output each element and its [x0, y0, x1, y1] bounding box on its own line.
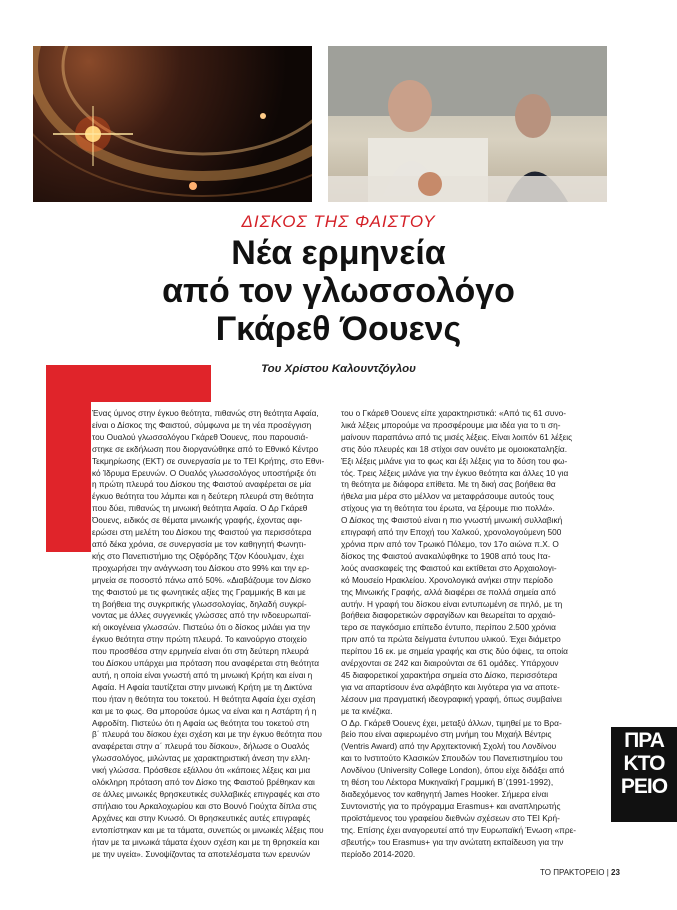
text-line: Αφροδίτη. Πιστεύω ότι η Αφαία ως θεότητα του τοκετού στη	[92, 717, 310, 728]
zodiac-wheel-illustration	[33, 46, 312, 202]
text-line: και το Ινστιτούτο Κλασικών Σπουδών του Πανεπιστημίου του	[341, 753, 563, 764]
text-line: έγκυο θεότητα του λάμπει και η δεύτερη πλευρά στη θεότητα	[92, 491, 314, 502]
text-line: έγκυο θεότητα στην πρώτη πλευρά. Το καινούργιο στοιχείο	[92, 634, 307, 645]
text-line: κό Μουσείο Ηρακλείου. Χρονολογικά ανήκει στην περίοδο	[341, 574, 553, 585]
text-line: Ένας ύμνος στην έγκυο θεότητα, πιθανώς στη θεότητα Αφαία,	[92, 408, 319, 418]
text-line: προϊστάμενος του γραφείου διεθνών σχέσεων στο ΤΕΙ Κρή-	[341, 812, 560, 823]
text-line: της Μινωικής Γραφής, αλλά διαφέρει σε πολλά σημεία από	[341, 586, 556, 597]
text-line: του Ουαλού γλωσσολόγου Γκάρεθ Όουενς, που παρουσιά-	[92, 431, 309, 442]
text-line: ήταν με τα μινωικά τάματα έχουν σχέση και με τη θρησκεία και	[92, 836, 320, 847]
text-line: τη θέση του Λέκτορα Μυκηναϊκή Γραμμική Β΄(1991-1992),	[341, 777, 554, 788]
text-line: λικά λέξεις μπορούμε να προσφέρουμε μια ιδέα για το τι ση-	[341, 419, 561, 430]
text-line: β΄ πλευρά του δίσκου έχει σχέση και με την έγκυο θεότητα που	[92, 729, 322, 740]
text-line: μηνεία σε ποσοστό πάνω από 50%. «Διαβάζουμε τον Δίσκο	[92, 574, 311, 585]
title-line-2: από τον γλωσσολόγο	[162, 272, 515, 310]
text-line: τη θεότητα με διάφορα επίθετα. Με τη δική σας βοήθεια θα	[341, 479, 556, 490]
text-line: της Φαιστού με τις φωνητικές αξίες της Γραμμικής Β και με	[92, 586, 306, 597]
text-line: αυτή, η οποία είναι γνωστή από τη μινωική Κρήτη και είναι η	[92, 669, 313, 680]
text-line: κής στο Πανεπιστήμιο της Οξφόρδης Τζον Κόουλμαν, έχει	[92, 550, 304, 561]
article-byline: Του Χρίστου Καλουντζόγλου	[261, 363, 416, 375]
text-line: στηκε σε εκδήλωση που διοργανώθηκε από το Εθνικό Κέντρο	[92, 443, 319, 454]
text-line: με την υγεία». Συνοψίζοντας τα αποτελέσματα των ερευνών	[92, 848, 311, 859]
speakers-illustration	[328, 46, 607, 202]
text-line: σπήλαιο του Αρκαλοχωρίου και στο Βουνό Γιούχτα δίπλα στις	[92, 800, 317, 811]
text-line: Ο Δρ. Γκάρεθ Όουενς έχει, μεταξύ άλλων, τιμηθεί με το Βρα-	[341, 717, 562, 728]
text-line: αναφέρεται στην α΄ πλευρά του δίσκου», δήλωσε ο Ουαλός	[92, 741, 310, 752]
text-line: του Δίσκου υπάρχει μια πρόταση που αναφέρεται στη θεότητα	[92, 658, 320, 669]
text-line: μαίνουν παραπάνω από τις μισές λέξεις. Είναι λοιπόν 61 λέξεις	[341, 431, 573, 442]
text-line: Συντονιστής για το πρόγραμμα Erasmus+ και αναπληρωτής	[341, 800, 561, 811]
text-line: του ο Γκάρεθ Όουενς είπε χαρακτηριστικά: «Από τις 61 συνο-	[341, 408, 566, 418]
text-line: προχωρήσει την ανάγνωση του Δίσκου στο 99% και την ερ-	[92, 562, 310, 573]
text-line: σβευτής» του Erasmus+ για την ανώτατη εκπαίδευση για την	[341, 836, 564, 847]
text-line: Ο Δίσκος της Φαιστού είναι η πιο γνωστή μινωική συλλαβική	[341, 515, 563, 526]
text-line: Αφαία. Η Αφαία ταυτίζεται στην μινωική Κρήτη με τη Δικτύνα	[92, 681, 313, 692]
text-line: Όουενς, ειδικός σε θέματα μινωικής γραφής, έχοντας αφι-	[92, 515, 303, 526]
text-line: λούς ανασκαφείς της Φαιστού και εκτίθεται στο Αρχαιολογι-	[341, 562, 557, 573]
text-line: με τα κινέζικα.	[341, 705, 393, 716]
text-line: τη βοήθεια της συγκριτικής γλωσσολογίας, δηλαδή συγκρί-	[92, 598, 307, 609]
page-footer	[540, 868, 620, 877]
text-line: Αρχάνες και στην Κνωσό. Οι θρησκευτικές αυτές επιγραφές	[92, 812, 311, 823]
text-line: δίσκος της Φαιστού ανακαλύφθηκε το 1908 από τους Ιτα-	[341, 550, 551, 561]
text-line: και με το φως. Θα μπορούσε όμως να είναι και η Αστάρτη ή η	[92, 705, 317, 716]
footer-label: ΤΟ ΠΡΑΚΤΟΡΕΙΟ	[540, 868, 605, 877]
text-line: της. Επίσης έχει αναγορευτεί από την Ευρωπαϊκή Ένωση «πρε-	[341, 824, 577, 835]
article-kicker: ΔΙΣΚΟΣ ΤΗΣ ΦΑΙΣΤΟΥ	[241, 212, 436, 231]
text-line: Λονδίνου (University College London), όπου είχε διδάξει από	[341, 765, 565, 776]
text-line: περίοδο 2014-2020.	[341, 848, 416, 859]
text-line: γλωσσολόγος, μιλώντας με χαρακτηριστική άνεση την ελλη-	[92, 753, 311, 764]
title-line-1: Νέα ερμηνεία	[231, 234, 446, 272]
logo-line-3: ΡΕΙΟ	[620, 775, 668, 798]
text-line: (Ventris Award) από την Αρχιτεκτονική Σχολή του Λονδίνου	[341, 741, 557, 752]
article-title	[0, 234, 677, 348]
text-line: αυτήν. Η γραφή του δίσκου είναι εντυπωμένη σε πηλό, με τη	[341, 598, 563, 609]
text-line: διαδεχόμενος τον καθηγητή James Hooker. Σήμερα είναι	[341, 789, 549, 799]
text-line: περίπου 16 εκ. με σημεία γραφής και στις δύο όψεις, τα οποία	[341, 646, 568, 657]
text-line: στίχους για τη θεότητα του έρωτα, να ξέρουμε πιο πολλά».	[341, 503, 555, 514]
text-line: χρόνια πριν από τον Τρωικό Πόλεμο, τον 17ο αιώνα π.Χ. Ο	[341, 538, 559, 549]
page-number: 23	[611, 868, 620, 877]
text-line: Τεκμηρίωσης (ΕΚΤ) σε συνεργασία με το ΤΕΙ Κρήτης, στο Εθνι-	[92, 455, 325, 466]
footer-separator: |	[606, 868, 609, 877]
text-line: από δέκα χρόνια, σε συνεργασία με τον καθηγητή Φωνητι-	[92, 538, 307, 549]
text-line: νοντας με άλλες συγγενικές γλώσσες από την ινδοευρωπαϊ-	[92, 610, 312, 621]
text-line: που προσθέσα στην ερμηνεία είναι ότι στη δεύτερη πλευρά	[92, 646, 309, 657]
text-line: που ήταν η θεότητα του τοκετού. Η θεότητα Αφαία έχει σχέση	[92, 693, 316, 704]
text-line: νική γλώσσα. Πρόσθεσε εξάλλου ότι «κάποιες λέξεις και μια	[92, 765, 311, 776]
text-line: Έξι λέξεις μιλάνε για το φως και έξι λέξεις για το δύση του φω-	[341, 455, 568, 466]
text-line: λέσουν μια πραγματική ιδεογραφική γραφή, όπως συμβαίνει	[341, 693, 562, 704]
logo-line-2: ΚΤΟ	[623, 752, 665, 775]
conference-speakers-photo	[328, 46, 607, 202]
text-line: επιγραφή από την Εποχή του Χαλκού, χρονολογούμενη 500	[341, 527, 562, 538]
text-line: ανέρχονται σε 242 και διαιρούνται σε 61 ομάδες. Υπάρχουν	[341, 658, 559, 669]
text-line: η πρώτη πλευρά του Δίσκου της Φαιστού αναφέρεται σε μία	[92, 479, 312, 490]
text-line: τός. Τρεις λέξεις μιλάνε για την έγκυο θεότητα και άλλες 10 για	[341, 467, 569, 478]
text-line: κό Ίδρυμα Ερευνών. Ο Ουαλός γλωσσολόγος υποστήριξε ότι	[92, 467, 316, 478]
text-line: που δύει, πιθανώς τη μινωική θεότητα Αφαία. Ο Δρ Γκάρεθ	[92, 503, 308, 514]
astrology-zodiac-photo	[33, 46, 312, 202]
text-line: 45 διαφορετικοί χαρακτήρα σημεία στο Δίσκο, περισσότερα	[341, 669, 558, 680]
body-column-right	[341, 408, 585, 860]
text-line: στις δύο πλευρές και 18 στίχοι σαν ουνέτο με ομοιοκαταληξία.	[341, 443, 568, 454]
body-column-left	[92, 408, 332, 860]
text-line: βοήθεια διαφορετικών σφραγίδων και θεωρείται το αρχαιό-	[341, 610, 556, 621]
logo-line-1: ΠΡΑ	[624, 729, 664, 752]
praktoreio-logo	[611, 727, 677, 822]
text-line: ερώσει στη μελέτη του Δίσκου της Φαιστού για περισσότερα	[92, 527, 312, 538]
text-line: για να απαρτίσουν ένα αλφάβητο και λιγότερα για να αποτε-	[341, 681, 560, 692]
text-line: κή οικογένεια γλωσσών. Πιστεύω ότι ο δίσκος μιλάει για την	[92, 622, 311, 633]
title-line-3: Γκάρεθ Όουενς	[215, 310, 462, 348]
text-line: σε άλλες μινωικές θρησκευτικές συλλαβικές επιγραφές και στο	[92, 789, 320, 799]
text-line: πριν από τα πρώτα δείγματα έντυπου υλικού. Έχει διάμετρο	[341, 634, 561, 645]
text-line: τερο σε παγκόσμιο επίπεδο έντυπο, περίπου 2.500 χρόνια	[341, 622, 556, 633]
text-line: ήθελα μια μέρα στο μέλλον να μεταφράσουμε αυτούς τους	[341, 491, 554, 502]
text-line: είναι ο Δίσκος της Φαιστού, σύμφωνα με τη νέα προσέγγιση	[92, 419, 312, 430]
text-line: εντοπίστηκαν και με τα τάματα, συνεπώς οι μινωικές λέξεις που	[92, 824, 324, 835]
text-line: βείο που είναι αφιερωμένο στη μνήμη του Μιχαήλ Βέντρις	[341, 729, 552, 740]
text-line: ολόκληρη πρόταση από τον Δίσκο της Φαιστού βρέθηκαν και	[92, 777, 315, 788]
